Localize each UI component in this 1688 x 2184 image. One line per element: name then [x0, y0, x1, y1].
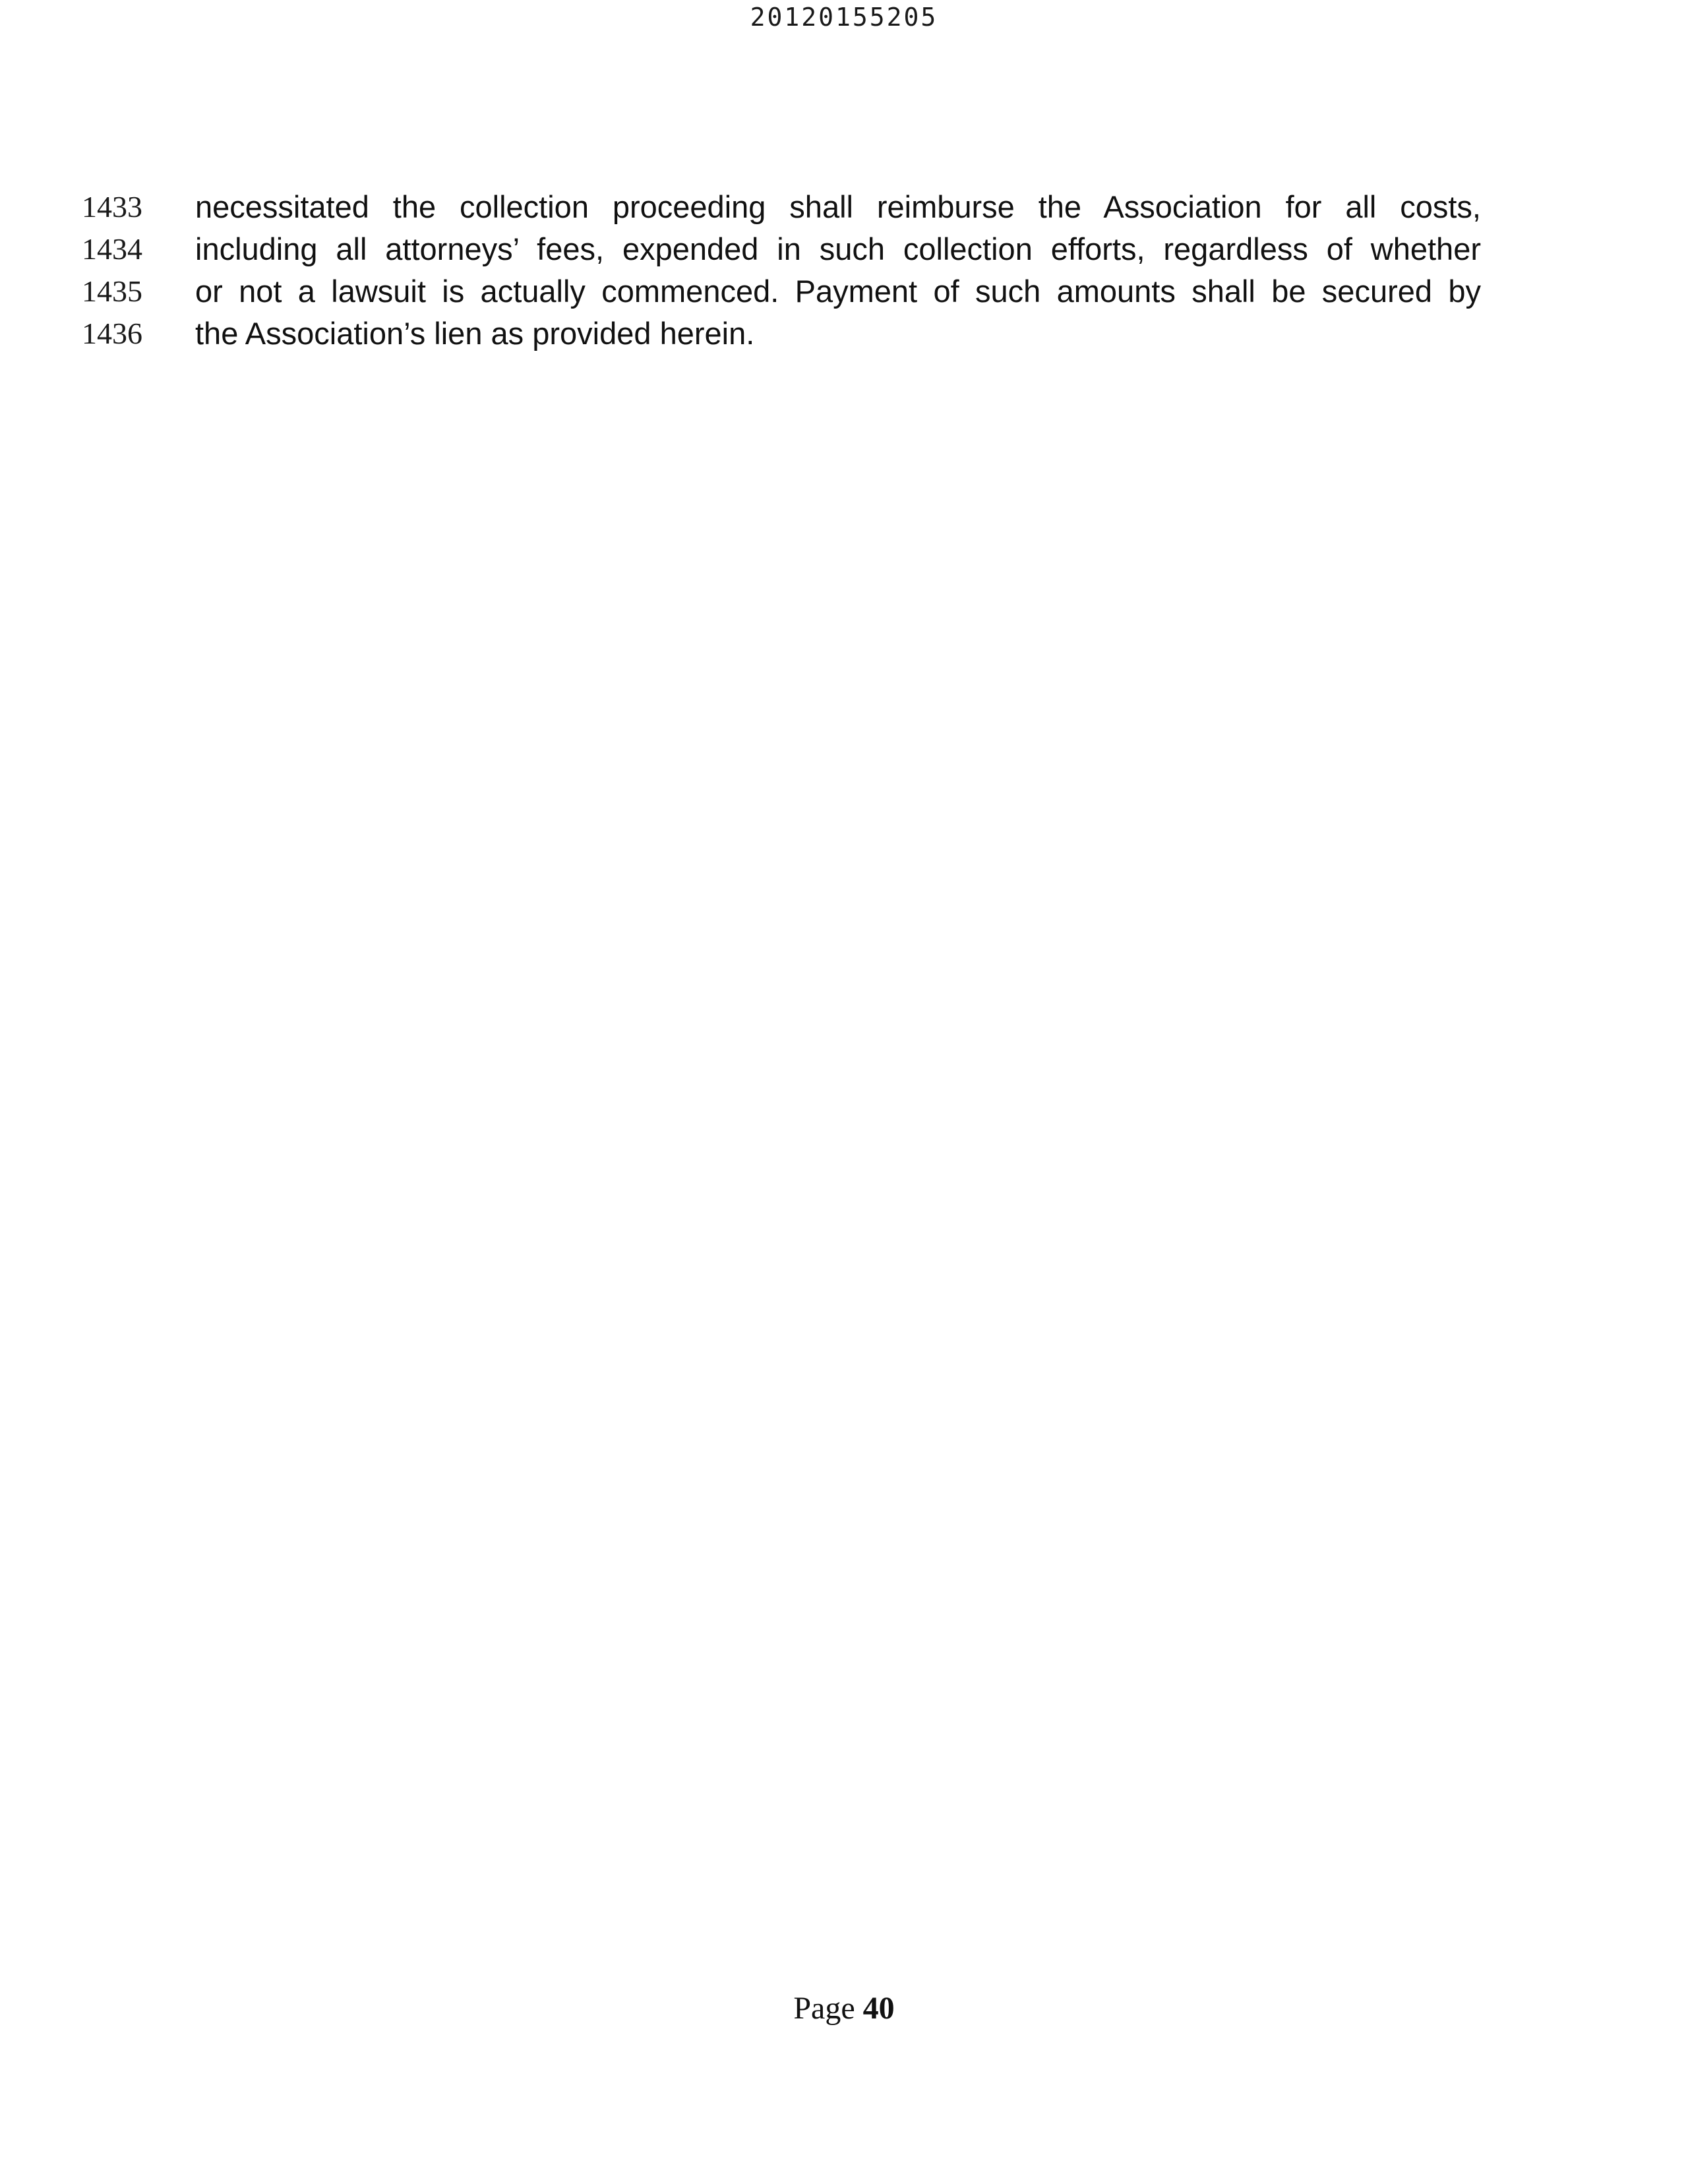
document-body	[0, 186, 1688, 355]
line-text: necessitated the collection proceeding shall reimburse the Association for all costs,	[195, 189, 1481, 224]
page-number: 40	[862, 1991, 895, 2026]
line-number: 1435	[82, 274, 142, 308]
recording-number: 20120155205	[750, 3, 938, 32]
line-text: the Association’s lien as provided herein.	[195, 316, 755, 351]
text-line	[0, 186, 1688, 228]
line-number: 1434	[82, 232, 142, 266]
line-text: or not a lawsuit is actually commenced. Payment of such amounts shall be secured by	[195, 274, 1481, 309]
page-footer	[0, 1990, 1688, 2026]
text-line	[0, 228, 1688, 270]
line-text: including all attorneys’ fees, expended in such collection efforts, regardless of whether	[195, 231, 1481, 266]
page-label: Page	[793, 1991, 855, 2026]
text-line	[0, 313, 1688, 355]
line-number: 1433	[82, 190, 142, 224]
line-number: 1436	[82, 317, 142, 350]
text-line	[0, 270, 1688, 313]
